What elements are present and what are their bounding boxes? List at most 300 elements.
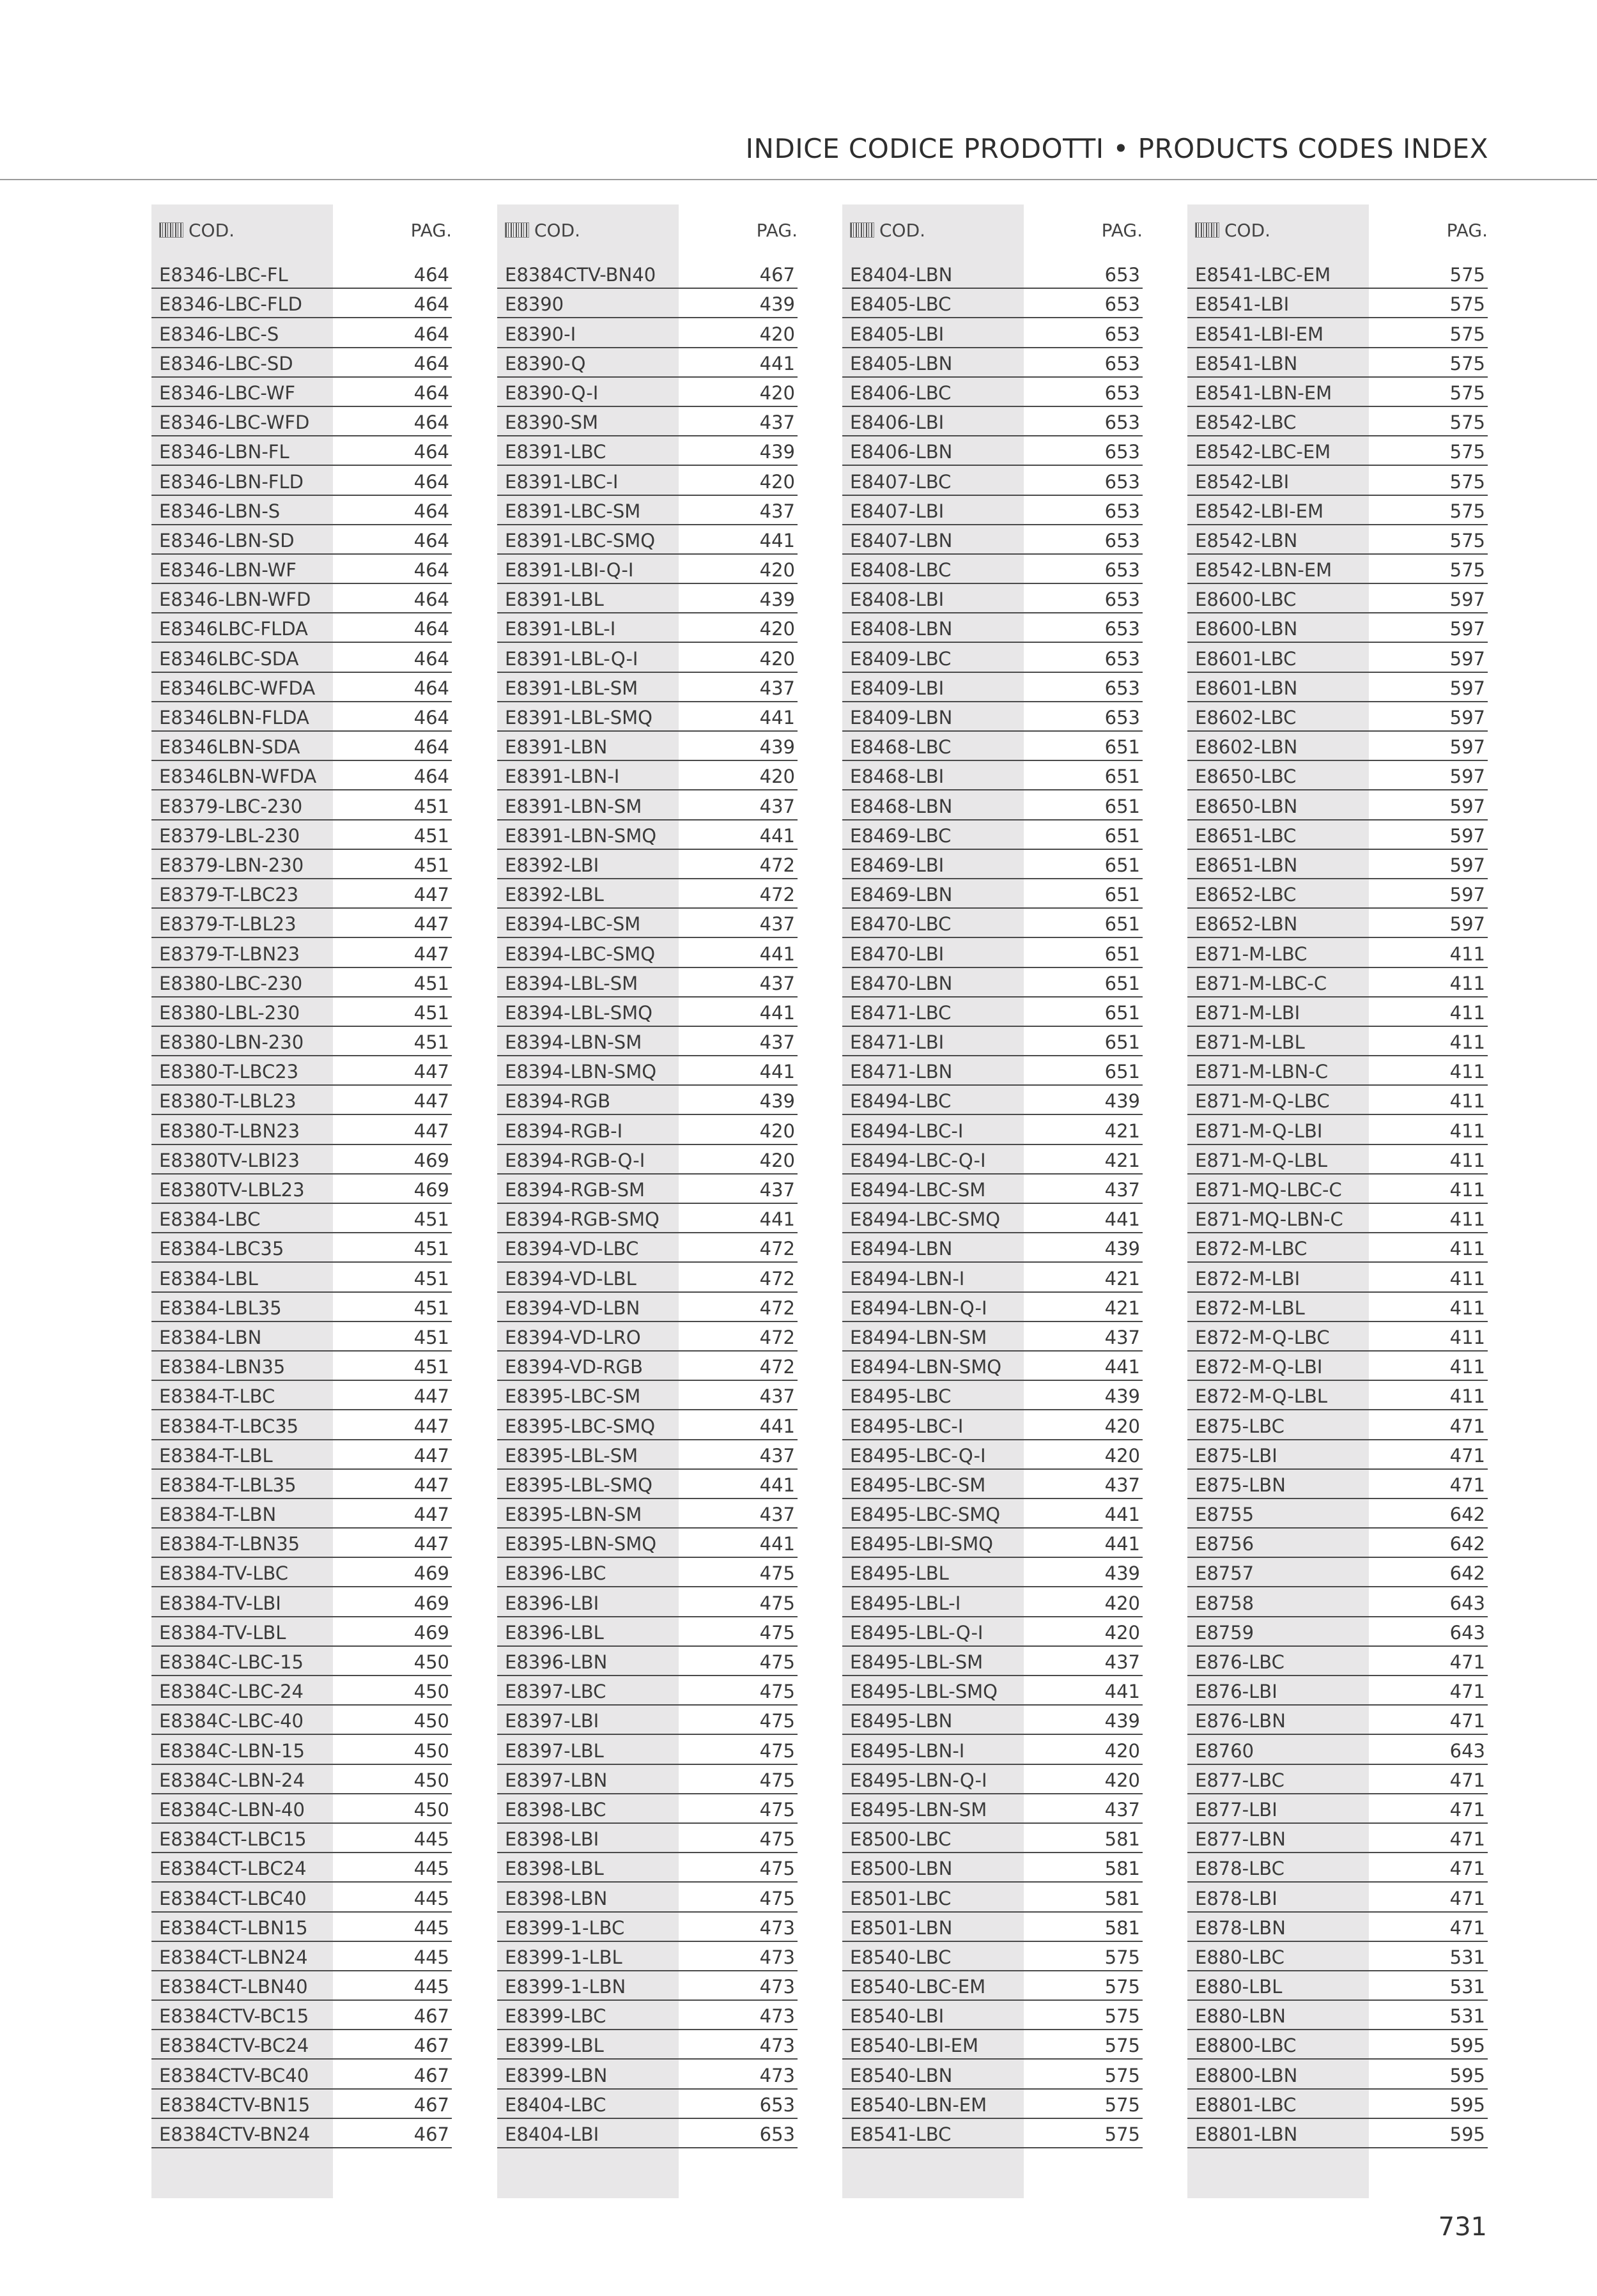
table-row	[1187, 702, 1488, 732]
table-row	[497, 496, 798, 525]
product-code: E8404-LBN	[850, 264, 953, 286]
table-row	[497, 407, 798, 436]
product-code: E8391-LBL-SMQ	[505, 707, 653, 728]
table-row	[497, 1056, 798, 1086]
table-row	[842, 555, 1143, 584]
page-ref: 420	[759, 1120, 795, 1142]
page-ref: 445	[413, 1946, 449, 1968]
page-ref: 473	[759, 2064, 795, 2086]
page-ref: 471	[1449, 1710, 1485, 1732]
page-ref: 439	[759, 589, 795, 611]
table-row	[1187, 1086, 1488, 1115]
page-ref: 575	[1449, 352, 1485, 374]
table-row	[151, 1499, 452, 1529]
page-ref: 472	[759, 1326, 795, 1348]
page-ref: 653	[759, 2123, 795, 2145]
table-row	[1187, 407, 1488, 436]
table-row	[1187, 643, 1488, 672]
product-code: E8471-LBI	[850, 1031, 945, 1054]
page-ref: 575	[1449, 559, 1485, 582]
page-ref: 575	[1449, 412, 1485, 434]
table-row	[1187, 761, 1488, 790]
product-code: E878-LBN	[1195, 1916, 1286, 1939]
product-code: E8405-LBN	[850, 352, 953, 374]
product-code: E8541-LBI-EM	[1195, 323, 1324, 345]
product-code: E871-MQ-LBN-C	[1195, 1208, 1343, 1231]
table-row	[842, 1647, 1143, 1676]
page-ref: 597	[1449, 707, 1485, 728]
product-code: E8471-LBN	[850, 1061, 953, 1083]
product-code: E871-M-LBI	[1195, 1001, 1300, 1024]
page-ref: 595	[1449, 2035, 1485, 2057]
page-ref: 475	[759, 1887, 795, 1909]
product-code: E8408-LBN	[850, 618, 953, 640]
page-ref: 653	[759, 2093, 795, 2116]
product-code: E8500-LBC	[850, 1828, 952, 1851]
table-row	[842, 1263, 1143, 1292]
product-code: E8395-LBC-SM	[505, 1385, 641, 1408]
product-code: E8346LBN-WFDA	[159, 766, 317, 788]
product-code: E8407-LBI	[850, 500, 945, 522]
table-row	[497, 1233, 798, 1263]
table-row	[151, 1470, 452, 1499]
product-code: E8384C-LBN-40	[159, 1798, 305, 1821]
page-ref: 447	[413, 1415, 449, 1437]
product-code: E871-M-LBC	[1195, 943, 1308, 965]
column-header	[497, 204, 798, 256]
page-ref: 651	[1104, 854, 1140, 876]
table-row	[1187, 1115, 1488, 1144]
page-ref: 421	[1104, 1120, 1140, 1142]
table-row	[1187, 1587, 1488, 1617]
barcode-icon	[1195, 222, 1219, 238]
table-row	[842, 318, 1143, 348]
table-row	[151, 1913, 452, 1942]
page-ref: 653	[1104, 470, 1140, 493]
product-code: E8542-LBI-EM	[1195, 500, 1324, 522]
table-row	[1187, 348, 1488, 378]
page-ref: 437	[1104, 1798, 1140, 1821]
page-ref: 597	[1449, 677, 1485, 699]
page-ref: 471	[1449, 1858, 1485, 1880]
page-ref: 653	[1104, 500, 1140, 522]
product-code: E8384-LBN	[159, 1326, 262, 1348]
table-row	[151, 584, 452, 613]
product-code: E8346LBC-WFDA	[159, 677, 316, 699]
page-ref: 447	[413, 1090, 449, 1113]
table-row	[1187, 1175, 1488, 1204]
page-ref: 469	[413, 1149, 449, 1171]
table-row	[151, 1587, 452, 1617]
product-code: E8395-LBL-SMQ	[505, 1474, 653, 1496]
table-row	[151, 1145, 452, 1175]
barcode-icon	[505, 222, 529, 238]
product-code: E8390-Q-I	[505, 381, 599, 404]
page-ref: 651	[1104, 1001, 1140, 1024]
table-row	[497, 584, 798, 613]
page-ref: 450	[413, 1769, 449, 1791]
table-row	[1187, 1794, 1488, 1824]
product-code: E880-LBC	[1195, 1946, 1285, 1968]
page-ref: 597	[1449, 913, 1485, 936]
product-code: E8384-T-LBN	[159, 1504, 277, 1526]
table-row	[842, 1322, 1143, 1352]
table-row	[1187, 1529, 1488, 1558]
page-ref: 597	[1449, 647, 1485, 670]
table-row	[151, 2090, 452, 2119]
table-row	[497, 1676, 798, 1706]
product-code: E8391-LBN-SM	[505, 795, 642, 817]
page-ref: 472	[759, 1238, 795, 1260]
table-row	[151, 1410, 452, 1440]
table-row	[151, 1381, 452, 1410]
product-code: E8408-LBI	[850, 589, 945, 611]
page-ref: 420	[1104, 1444, 1140, 1467]
product-code: E8800-LBN	[1195, 2064, 1298, 2086]
page-ref: 595	[1449, 2064, 1485, 2086]
table-row	[1187, 436, 1488, 466]
page-ref: 421	[1104, 1297, 1140, 1319]
product-code: E876-LBN	[1195, 1710, 1286, 1732]
table-row	[1187, 2060, 1488, 2089]
table-row	[842, 348, 1143, 378]
page-ref: 464	[413, 470, 449, 493]
page-ref: 467	[413, 2064, 449, 2086]
code-header-label: COD.	[534, 219, 581, 241]
product-code: E8379-T-LBL23	[159, 913, 297, 936]
table-row	[151, 1853, 452, 1883]
product-code: E8406-LBC	[850, 381, 952, 404]
table-row	[842, 1027, 1143, 1056]
product-code: E8394-LBN-SM	[505, 1031, 642, 1054]
product-code: E8384C-LBN-15	[159, 1739, 305, 1762]
page-ref: 464	[413, 677, 449, 699]
product-code: E8801-LBN	[1195, 2123, 1298, 2145]
product-code: E880-LBL	[1195, 1976, 1283, 1998]
page-ref: 473	[759, 1946, 795, 1968]
table-row	[151, 1086, 452, 1115]
table-row	[497, 1587, 798, 1617]
table-row	[497, 2090, 798, 2119]
table-row	[1187, 2001, 1488, 2030]
page-ref: 464	[413, 647, 449, 670]
product-code: E871-M-Q-LBL	[1195, 1149, 1327, 1171]
table-row	[151, 732, 452, 761]
table-row	[151, 2030, 452, 2060]
page-ref: 595	[1449, 2123, 1485, 2145]
index-column-4	[1187, 204, 1488, 2148]
table-row	[497, 2030, 798, 2060]
table-row	[842, 1233, 1143, 1263]
product-code: E8540-LBC-EM	[850, 1976, 986, 1998]
product-code: E8380-T-LBN23	[159, 1120, 300, 1142]
table-row	[151, 879, 452, 909]
product-code: E8801-LBC	[1195, 2093, 1297, 2116]
product-code: E8760	[1195, 1739, 1254, 1762]
table-row	[1187, 1470, 1488, 1499]
table-row	[1187, 850, 1488, 879]
product-code: E8384-LBL	[159, 1267, 258, 1290]
table-row	[842, 1056, 1143, 1086]
table-row	[842, 466, 1143, 495]
product-code: E8346-LBN-FL	[159, 441, 289, 463]
table-row	[151, 2060, 452, 2089]
page-ref: 653	[1104, 441, 1140, 463]
page-ref: 467	[413, 2035, 449, 2057]
page-ref: 653	[1104, 618, 1140, 640]
page-ref: 451	[413, 1001, 449, 1024]
table-row	[1187, 909, 1488, 938]
table-row	[497, 702, 798, 732]
table-row	[842, 436, 1143, 466]
product-code: E8390-SM	[505, 412, 599, 434]
page-ref: 445	[413, 1976, 449, 1998]
table-row	[497, 466, 798, 495]
page-header-label: PAG.	[1101, 219, 1143, 241]
page-ref: 464	[413, 736, 449, 759]
table-row	[497, 1086, 798, 1115]
product-code: E8398-LBL	[505, 1858, 604, 1880]
product-code: E8399-LBN	[505, 2064, 608, 2086]
page-ref: 471	[1449, 1651, 1485, 1673]
table-row	[497, 1470, 798, 1499]
product-code: E8600-LBC	[1195, 589, 1297, 611]
page-ref: 411	[1449, 1238, 1485, 1260]
table-row	[497, 1410, 798, 1440]
table-row	[497, 378, 798, 407]
product-code: E8346-LBC-FLD	[159, 293, 303, 316]
product-code: E8384CT-LBC40	[159, 1887, 307, 1909]
page-ref: 451	[413, 1267, 449, 1290]
table-row	[497, 732, 798, 761]
table-row	[497, 1263, 798, 1292]
code-header-label: COD.	[189, 219, 235, 241]
page-ref: 464	[413, 441, 449, 463]
page-ref: 420	[1104, 1592, 1140, 1614]
page-ref: 437	[1104, 1179, 1140, 1201]
page-ref: 447	[413, 1444, 449, 1467]
table-row	[151, 555, 452, 584]
product-code: E8380-T-LBC23	[159, 1061, 299, 1083]
product-code: E8800-LBC	[1195, 2035, 1297, 2057]
index-rows	[1187, 259, 1488, 2148]
product-code: E8390	[505, 293, 564, 316]
page-ref: 420	[1104, 1739, 1140, 1762]
table-row	[842, 2060, 1143, 2089]
table-row	[842, 1293, 1143, 1322]
table-row	[1187, 1145, 1488, 1175]
product-code: E871-MQ-LBC-C	[1195, 1179, 1342, 1201]
product-code: E8396-LBL	[505, 1621, 604, 1644]
product-code: E8379-LBC-230	[159, 795, 303, 817]
product-code: E8652-LBC	[1195, 884, 1297, 906]
product-code: E8758	[1195, 1592, 1254, 1614]
product-code: E8399-1-LBC	[505, 1916, 625, 1939]
table-row	[1187, 1883, 1488, 1912]
page-ref: 653	[1104, 293, 1140, 316]
product-code: E8408-LBC	[850, 559, 952, 582]
table-row	[842, 702, 1143, 732]
page-ref: 445	[413, 1858, 449, 1880]
page-ref: 651	[1104, 1031, 1140, 1054]
product-code: E8541-LBC	[850, 2123, 952, 2145]
page-ref: 471	[1449, 1798, 1485, 1821]
table-row	[497, 318, 798, 348]
table-row	[842, 1765, 1143, 1794]
page-ref: 445	[413, 1916, 449, 1939]
page-ref: 651	[1104, 1061, 1140, 1083]
product-code: E876-LBC	[1195, 1651, 1285, 1673]
page-ref: 420	[759, 618, 795, 640]
table-row	[151, 1027, 452, 1056]
table-row	[842, 938, 1143, 967]
page-ref: 445	[413, 1828, 449, 1851]
page-ref: 467	[759, 264, 795, 286]
page-ref: 597	[1449, 618, 1485, 640]
product-code: E8384C-LBC-15	[159, 1651, 304, 1673]
table-row	[1187, 555, 1488, 584]
table-row	[151, 1558, 452, 1587]
table-row	[842, 1440, 1143, 1470]
product-code: E8494-LBC-SM	[850, 1179, 986, 1201]
barcode-icon	[850, 222, 874, 238]
page-ref: 581	[1104, 1828, 1140, 1851]
table-row	[842, 1971, 1143, 2001]
table-row	[497, 879, 798, 909]
product-code: E8391-LBC	[505, 441, 606, 463]
product-code: E8391-LBC-SM	[505, 500, 641, 522]
product-code: E8398-LBI	[505, 1828, 599, 1851]
product-code: E8384C-LBC-24	[159, 1681, 304, 1703]
page-ref: 411	[1449, 1385, 1485, 1408]
page-ref: 411	[1449, 1001, 1485, 1024]
table-row	[151, 289, 452, 318]
product-code: E871-M-LBL	[1195, 1031, 1305, 1054]
table-row	[1187, 1293, 1488, 1322]
table-row	[151, 1115, 452, 1144]
table-row	[842, 1853, 1143, 1883]
product-code: E8397-LBL	[505, 1739, 604, 1762]
table-row	[842, 1794, 1143, 1824]
table-row	[842, 289, 1143, 318]
page-ref: 651	[1104, 884, 1140, 906]
product-code: E8397-LBC	[505, 1681, 606, 1703]
page-ref: 653	[1104, 323, 1140, 345]
barcode-icon	[159, 222, 183, 238]
product-code: E8540-LBN-EM	[850, 2093, 987, 2116]
table-row	[842, 968, 1143, 998]
page-ref: 581	[1104, 1887, 1140, 1909]
table-row	[842, 2001, 1143, 2030]
product-code: E8395-LBL-SM	[505, 1444, 638, 1467]
page-ref: 420	[759, 470, 795, 493]
page-ref: 447	[413, 1385, 449, 1408]
page-ref: 441	[1104, 1356, 1140, 1378]
product-code: E8469-LBC	[850, 824, 952, 847]
page-ref: 651	[1104, 795, 1140, 817]
product-code: E8494-LBN-I	[850, 1267, 965, 1290]
table-row	[842, 1175, 1143, 1204]
page-ref: 531	[1449, 2005, 1485, 2028]
page-ref: 575	[1449, 323, 1485, 345]
product-code: E8384CTV-BN15	[159, 2093, 311, 2116]
table-row	[497, 2001, 798, 2030]
page-ref: 651	[1104, 913, 1140, 936]
table-row	[842, 1352, 1143, 1381]
page-ref: 597	[1449, 824, 1485, 847]
page-ref: 472	[759, 1356, 795, 1378]
page-ref: 447	[413, 1061, 449, 1083]
page-ref: 464	[413, 381, 449, 404]
page-ref: 642	[1449, 1533, 1485, 1555]
product-code: E8542-LBN-EM	[1195, 559, 1332, 582]
page-ref: 421	[1104, 1149, 1140, 1171]
table-row	[842, 1204, 1143, 1233]
product-code: E8379-T-LBN23	[159, 943, 300, 965]
page-ref: 581	[1104, 1916, 1140, 1939]
product-code: E8379-LBL-230	[159, 824, 300, 847]
page-ref: 420	[1104, 1415, 1140, 1437]
table-row	[1187, 2030, 1488, 2060]
index-rows	[151, 259, 452, 2148]
page-ref: 411	[1449, 1120, 1485, 1142]
table-row	[842, 1617, 1143, 1647]
product-code: E8404-LBC	[505, 2093, 606, 2116]
product-code: E8542-LBC	[1195, 412, 1297, 434]
page-title: INDICE CODICE PRODOTTI • PRODUCTS CODES INDEX	[745, 133, 1488, 164]
table-row	[497, 1794, 798, 1824]
page-ref: 441	[759, 1415, 795, 1437]
product-code: E8409-LBN	[850, 707, 953, 728]
product-code: E877-LBI	[1195, 1798, 1277, 1821]
table-row	[497, 1175, 798, 1204]
page-ref: 451	[413, 1297, 449, 1319]
table-row	[151, 525, 452, 555]
product-code: E8346LBN-SDA	[159, 736, 300, 759]
page-ref: 411	[1449, 1090, 1485, 1113]
table-row	[497, 1558, 798, 1587]
product-code: E8380TV-LBI23	[159, 1149, 300, 1171]
product-code: E8494-LBC-I	[850, 1120, 964, 1142]
page-ref: 447	[413, 913, 449, 936]
product-code: E878-LBI	[1195, 1887, 1277, 1909]
table-row	[842, 1499, 1143, 1529]
page-ref: 575	[1104, 1976, 1140, 1998]
page-ref: 642	[1449, 1562, 1485, 1585]
table-row	[1187, 821, 1488, 850]
page-ref: 411	[1449, 1267, 1485, 1290]
page-ref: 575	[1449, 500, 1485, 522]
table-row	[1187, 968, 1488, 998]
table-row	[497, 909, 798, 938]
page-ref: 472	[759, 1297, 795, 1319]
product-code: E872-M-Q-LBL	[1195, 1385, 1327, 1408]
page-ref: 471	[1449, 1887, 1485, 1909]
product-code: E8397-LBI	[505, 1710, 599, 1732]
page-ref: 471	[1449, 1415, 1485, 1437]
product-code: E8495-LBI-SMQ	[850, 1533, 993, 1555]
table-row	[151, 378, 452, 407]
product-code: E872-M-Q-LBI	[1195, 1356, 1323, 1378]
product-code: E8495-LBC-I	[850, 1415, 964, 1437]
table-row	[497, 2060, 798, 2089]
table-row	[842, 643, 1143, 672]
table-row	[151, 1765, 452, 1794]
product-code: E875-LBC	[1195, 1415, 1285, 1437]
table-row	[497, 1529, 798, 1558]
table-row	[1187, 1233, 1488, 1263]
table-row	[151, 466, 452, 495]
